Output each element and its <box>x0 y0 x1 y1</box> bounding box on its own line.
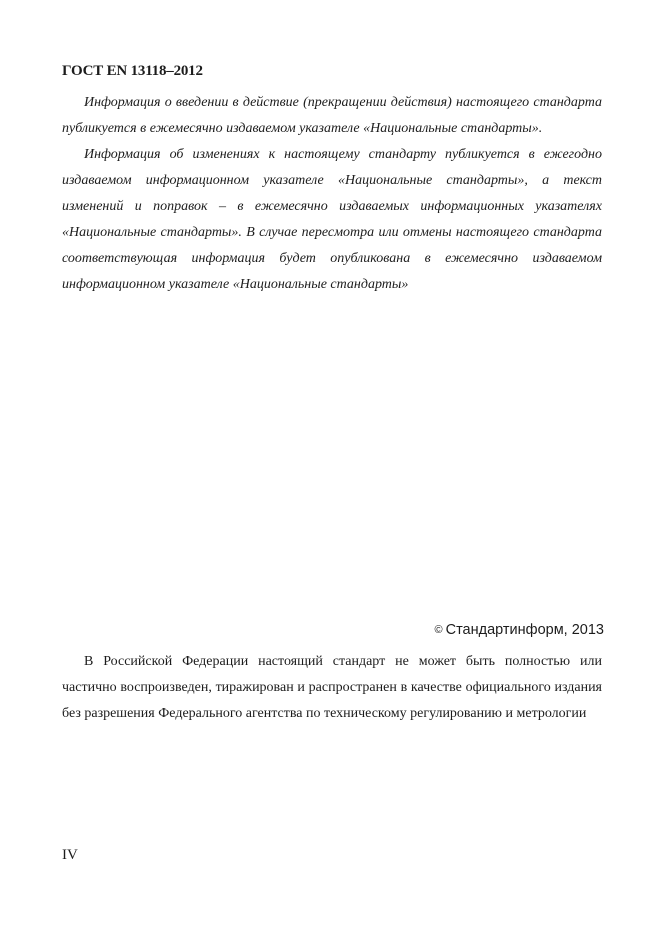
page-number: IV <box>62 847 78 863</box>
notice-paragraph: В Российской Федерации настоящий стандарт не может быть полностью или частично воспроизведен, тиражирован и распространен в качестве официального издания без разрешения Федерального агентства по техническому регулированию и метрологии <box>62 654 602 721</box>
publication-info <box>62 90 602 298</box>
copyright-icon: © <box>434 624 443 636</box>
copyright-line <box>435 622 605 638</box>
info-paragraph-changes: Информация об изменениях к настоящему стандарту публикуется в ежегодно издаваемом информационном указателе «Национальные стандарты», а текст изменений и поправок – в ежемесячно издаваемых информационных указателях «Национальные стандарты». В случае пересмотра или отмены настоящего стандарта соответствующая информация будет опубликована в ежемесячно издаваемом информационном указателе «Национальные стандарты» <box>62 147 602 292</box>
reproduction-notice <box>62 649 602 727</box>
copyright-holder: Стандартинформ, 2013 <box>445 622 604 638</box>
standard-designation: ГОСТ EN 13118–2012 <box>62 63 203 79</box>
info-paragraph-introduction: Информация о введении в действие (прекращении действия) настоящего стандарта публикуется в ежемесячно издаваемом указателе «Национальные стандарты». <box>62 95 602 136</box>
